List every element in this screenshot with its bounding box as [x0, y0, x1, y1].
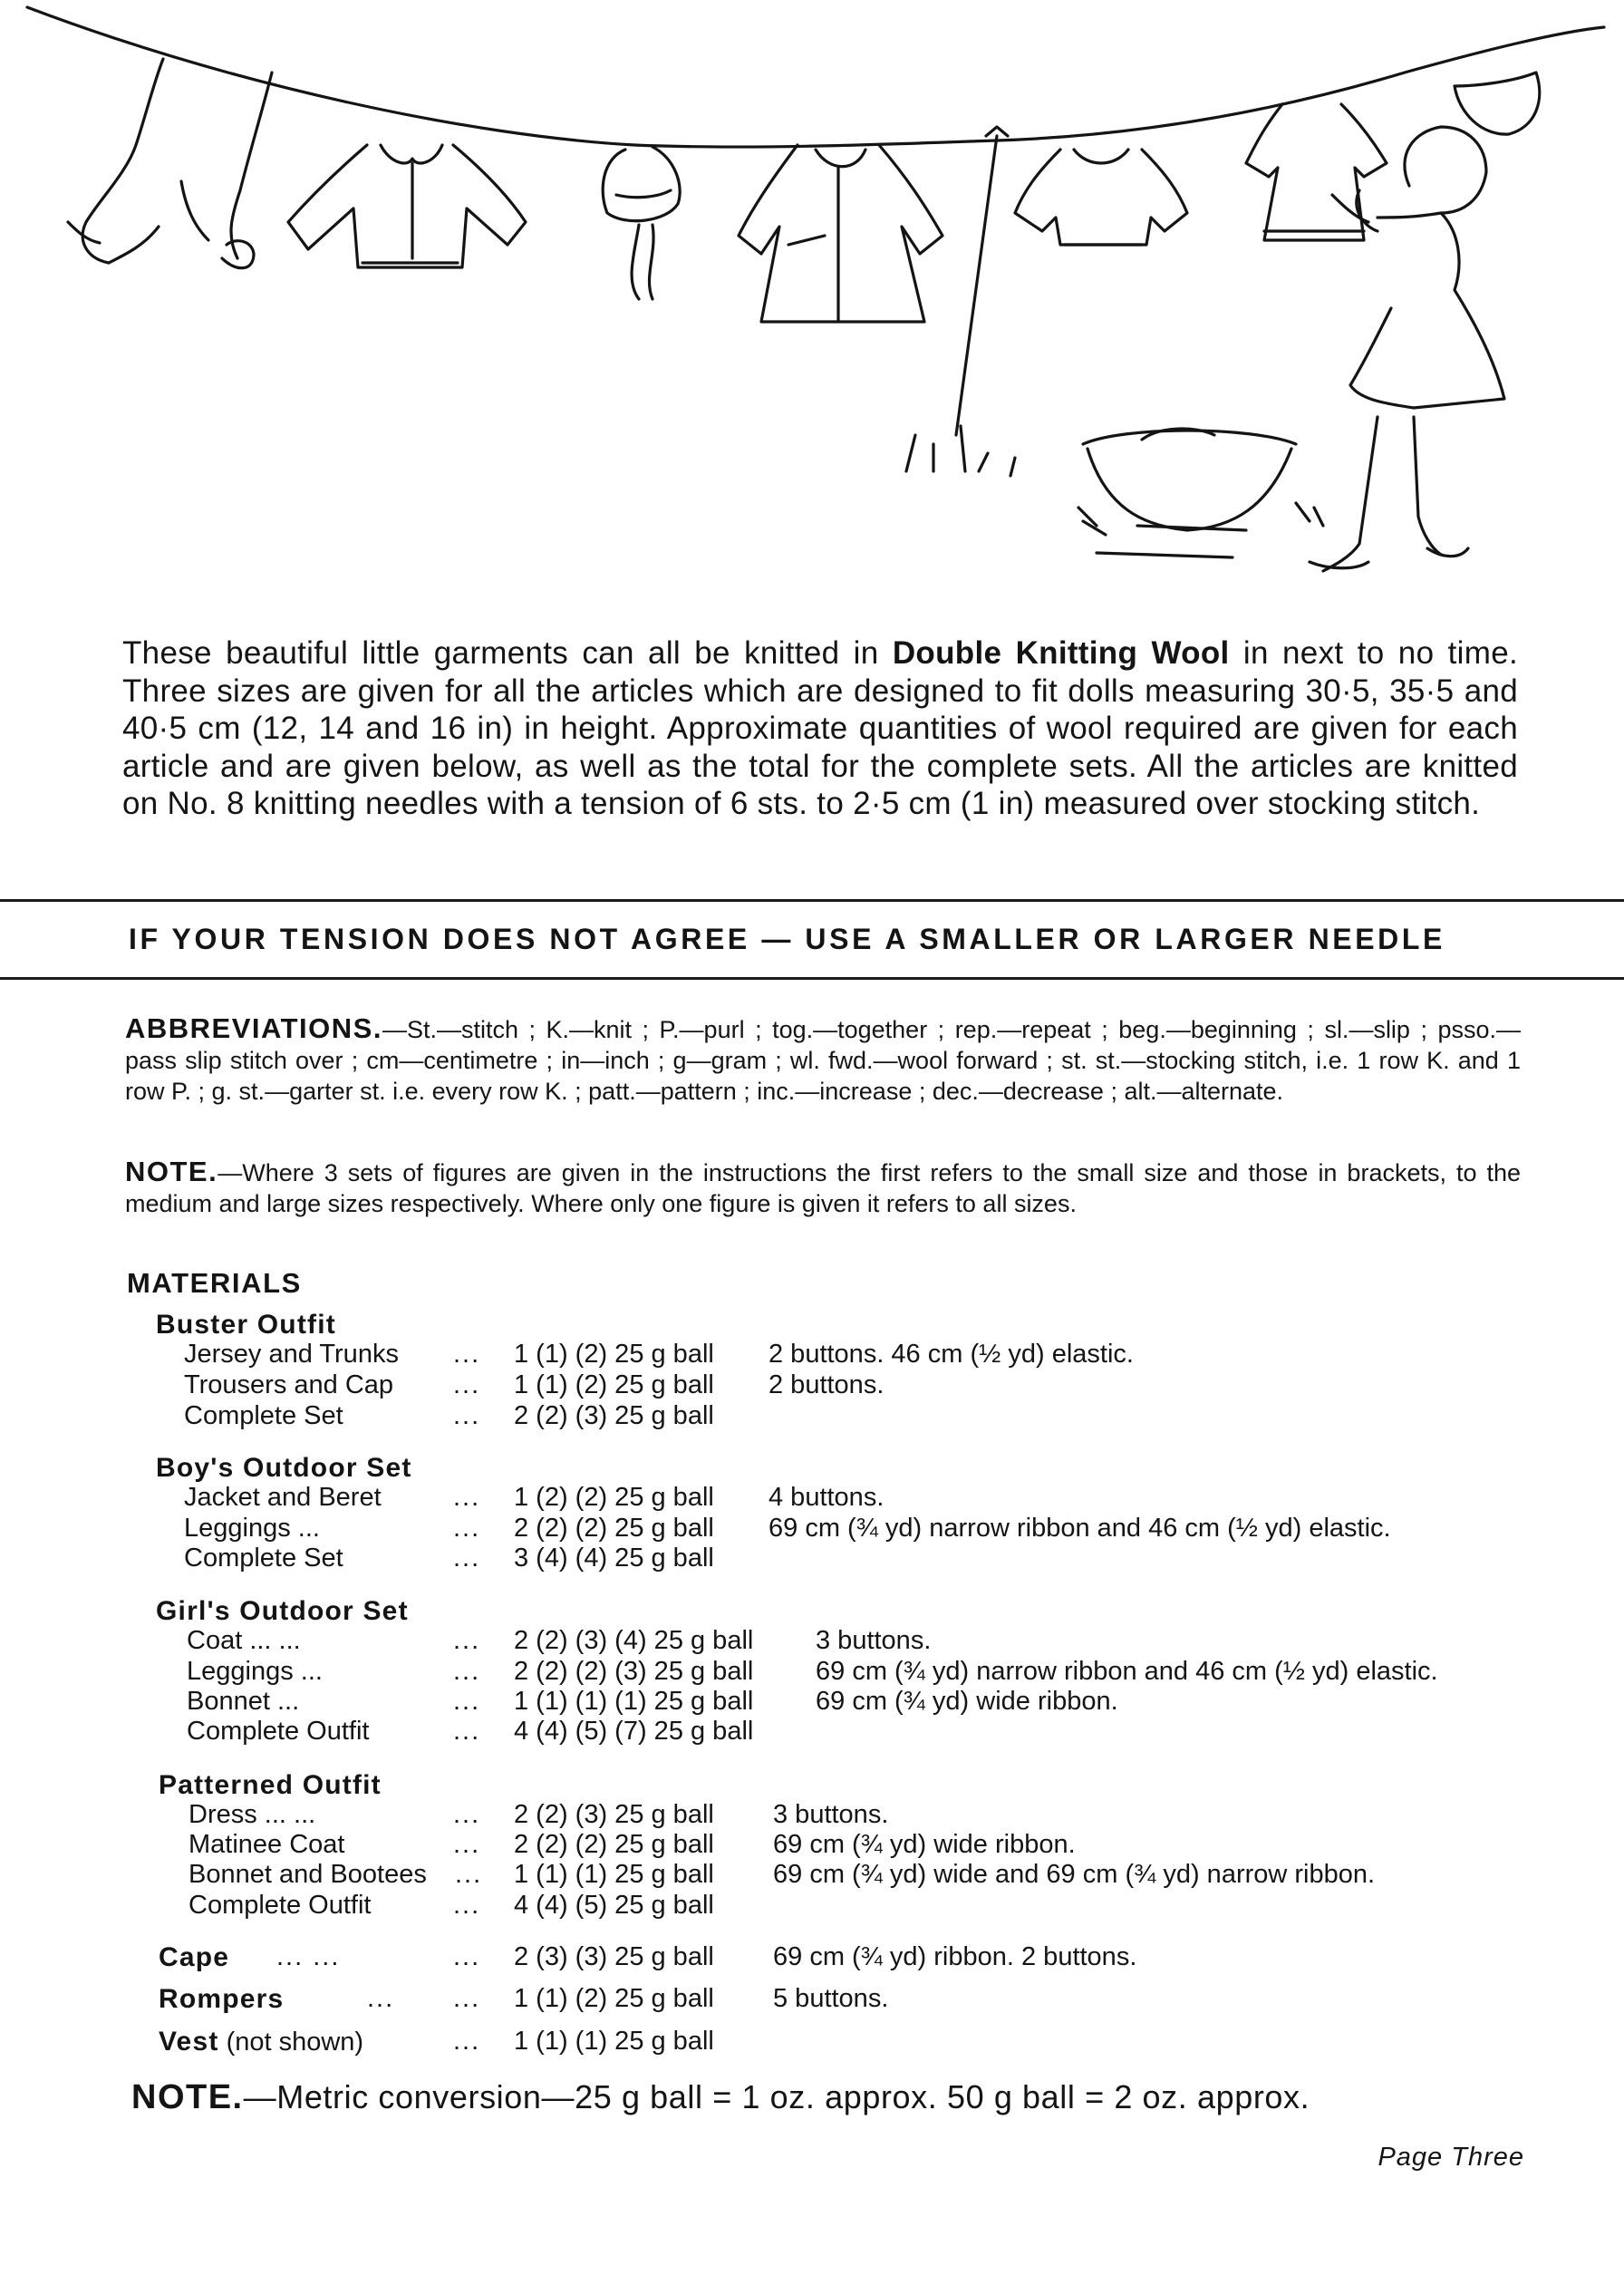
item-name: Leggings ...: [184, 1514, 320, 1543]
item-quantity: 4 (4) (5) (7) 25 g ball: [514, 1717, 754, 1746]
item-name: Coat ... ...: [187, 1626, 301, 1655]
girl-figure: [1310, 127, 1504, 571]
item-quantity: 1 (1) (2) 25 g ball: [514, 1984, 714, 2013]
item-name: Complete Set: [184, 1544, 343, 1573]
group-title-buster-outfit: Buster Outfit: [156, 1310, 336, 1340]
washing-basket: [1083, 429, 1296, 557]
leader-dots: ...: [453, 1984, 481, 2013]
item-notes: 69 cm (¾ yd) wide ribbon.: [773, 1830, 1076, 1859]
item-title-rompers: Rompers: [159, 1984, 285, 2014]
group-title-boys-outdoor-set: Boy's Outdoor Set: [156, 1453, 412, 1483]
item-name: Leggings ...: [187, 1657, 323, 1686]
leader-dots: ...: [453, 1942, 481, 1971]
materials-heading: MATERIALS: [127, 1267, 302, 1299]
group-title-girls-outdoor-set: Girl's Outdoor Set: [156, 1596, 409, 1626]
leader-dots: ...: [453, 1687, 481, 1716]
leader-dots: ...: [453, 1544, 481, 1573]
item-name: Matinee Coat: [188, 1830, 345, 1859]
item-quantity: 2 (2) (2) 25 g ball: [514, 1514, 714, 1543]
tension-banner: IF YOUR TENSION DOES NOT AGREE — USE A SMALLER OR LARGER NEEDLE: [129, 923, 1445, 955]
item-quantity: 4 (4) (5) 25 g ball: [514, 1891, 714, 1920]
item-notes: 5 buttons.: [773, 1984, 889, 2013]
final-note-heading: NOTE.: [131, 2078, 244, 2116]
intro-text-rest: in next to no time. Three sizes are given for all the articles which are designed to fit dolls measuring 30·5, 35·5 and 40·5 cm (12, 14 and 16 in) in height. Approximate quantities of wool required are given for each article and are given below, as well as the total for the complete sets. All the articles are knitted on No. 8 knitting needles with a tension of 6 sts. to 2·5 cm (1 in) measured over stocking stitch.: [122, 635, 1519, 821]
leader-dots: ...: [453, 1401, 481, 1430]
abbreviations-paragraph: [125, 1013, 1521, 1107]
leader-dots: ...: [453, 1514, 481, 1543]
leader-dots: ...: [367, 1984, 395, 2013]
page-number: Page Three: [1378, 2143, 1524, 2172]
item-notes: 4 buttons.: [768, 1483, 884, 1512]
abbreviations-heading: ABBREVIATIONS.: [125, 1012, 382, 1044]
item-quantity: 3 (4) (4) 25 g ball: [514, 1544, 714, 1573]
washing-line-illustration: [0, 0, 1624, 616]
item-name: Bonnet and Bootees: [188, 1860, 427, 1889]
vest-suffix: (not shown): [226, 2028, 364, 2057]
coat-garment: [739, 145, 942, 322]
abbreviations-text: —St.—stitch ; K.—knit ; P.—purl ; tog.—together ; rep.—repeat ; beg.—beginning ; sl.—slip ; psso.—pass slip stitch over ; cm—centimetre ; in—inch ; g—gram ; wl. fwd.—wool forward ; st. st.—stocking stitch, i.e. 1 row K. and 1 row P. ; g. st.—garter st. i.e. every row K. ; patt.—pattern ; inc.—increase ; dec.—decrease ; alt.—alternate.: [125, 1016, 1521, 1105]
cap-garment: [1455, 73, 1540, 134]
note-paragraph: [125, 1157, 1521, 1219]
item-notes: 3 buttons.: [773, 1800, 889, 1829]
item-name: Complete Outfit: [187, 1717, 370, 1746]
item-title-cape: Cape: [159, 1942, 230, 1972]
intro-wool-type: Double Knitting Wool: [892, 635, 1230, 671]
leader-dots: ...: [453, 1340, 481, 1369]
banner-bottom-rule: [0, 977, 1624, 980]
item-quantity: 1 (1) (2) 25 g ball: [514, 1370, 714, 1399]
leader-dots: ...: [453, 1800, 481, 1829]
leader-dots: ...: [453, 1626, 481, 1655]
item-notes: 2 buttons.: [768, 1370, 884, 1399]
rompers-garment: [68, 59, 272, 268]
item-notes: 3 buttons.: [816, 1626, 932, 1655]
intro-paragraph: [122, 634, 1518, 823]
item-name: Complete Outfit: [188, 1891, 372, 1920]
item-quantity: 2 (2) (3) 25 g ball: [514, 1401, 714, 1430]
item-quantity: 2 (2) (3) (4) 25 g ball: [514, 1626, 754, 1655]
item-notes: 69 cm (¾ yd) wide and 69 cm (¾ yd) narrow ribbon.: [773, 1860, 1376, 1889]
leader-dots: ...: [453, 2027, 481, 2056]
leader-dots: ...: [453, 1717, 481, 1746]
item-quantity: 1 (2) (2) 25 g ball: [514, 1483, 714, 1512]
final-note-text: —Metric conversion—25 g ball = 1 oz. approx. 50 g ball = 2 oz. approx.: [243, 2078, 1310, 2115]
item-quantity: 2 (3) (3) 25 g ball: [514, 1942, 714, 1971]
leader-dots: ...: [453, 1830, 481, 1859]
matinee-coat-garment: [1015, 150, 1187, 245]
group-title-patterned-outfit: Patterned Outfit: [159, 1770, 382, 1800]
note-heading: NOTE.: [125, 1156, 218, 1187]
leader-dots: ...: [453, 1891, 481, 1920]
leader-dots: ...: [453, 1657, 481, 1686]
line-prop: [956, 136, 997, 435]
item-quantity: 2 (2) (2) (3) 25 g ball: [514, 1657, 754, 1686]
item-quantity: 1 (1) (2) 25 g ball: [514, 1340, 714, 1369]
bonnet-garment: [603, 147, 680, 299]
note-text: —Where 3 sets of figures are given in the instructions the first refers to the small size and those in brackets, to the medium and large sizes respectively. Where only one figure is given it refers to all sizes.: [125, 1159, 1521, 1217]
item-name: Jersey and Trunks: [184, 1340, 399, 1369]
item-name: Jacket and Beret: [184, 1483, 382, 1512]
leader-dots: ...: [455, 1860, 483, 1889]
item-notes: 69 cm (¾ yd) narrow ribbon and 46 cm (½ yd) elastic.: [768, 1514, 1391, 1543]
leader-dots: ...: [453, 1370, 481, 1399]
item-quantity: 2 (2) (2) 25 g ball: [514, 1830, 714, 1859]
item-notes: 69 cm (¾ yd) wide ribbon.: [816, 1687, 1118, 1716]
leader-dots: ...: [453, 1483, 481, 1512]
item-title-vest: [159, 2027, 363, 2057]
banner-top-rule: [0, 899, 1624, 902]
item-notes: 69 cm (¾ yd) ribbon. 2 buttons.: [773, 1942, 1137, 1971]
item-name: Bonnet ...: [187, 1687, 300, 1716]
item-quantity: 1 (1) (1) (1) 25 g ball: [514, 1687, 754, 1716]
jersey-garment: [288, 145, 526, 267]
item-quantity: 1 (1) (1) 25 g ball: [514, 1860, 714, 1889]
item-notes: 2 buttons. 46 cm (½ yd) elastic.: [768, 1340, 1134, 1369]
item-quantity: 2 (2) (3) 25 g ball: [514, 1800, 714, 1829]
grass-tufts: [906, 426, 1323, 535]
intro-text-start: These beautiful little garments can all be knitted in: [122, 635, 879, 671]
item-name: Complete Set: [184, 1401, 343, 1430]
item-name: Trousers and Cap: [184, 1370, 394, 1399]
clothes-line: [27, 7, 1604, 147]
item-quantity: 1 (1) (1) 25 g ball: [514, 2027, 714, 2056]
item-name: Dress ... ...: [188, 1800, 316, 1829]
item-notes: 69 cm (¾ yd) narrow ribbon and 46 cm (½ yd) elastic.: [816, 1657, 1438, 1686]
vest-label: Vest: [159, 2027, 219, 2057]
metric-conversion-note: [131, 2078, 1527, 2117]
leader-dots: ... ...: [276, 1942, 341, 1971]
